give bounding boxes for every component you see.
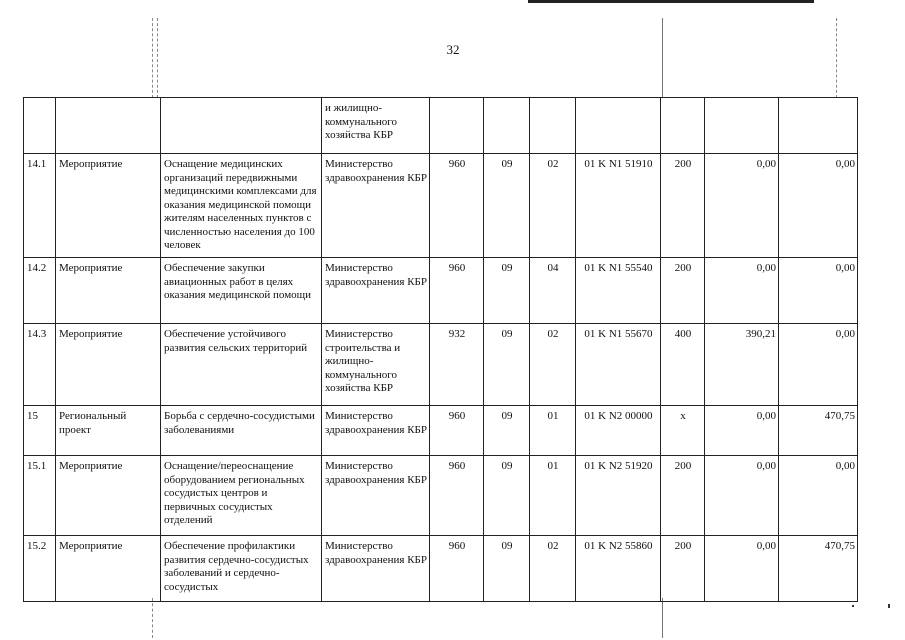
scan-guide-line [662, 598, 663, 638]
row-subsection-code: 02 [530, 324, 576, 406]
row-grbs-code: 960 [430, 406, 484, 456]
row-grbs-code [430, 98, 484, 154]
row-subsection-code [530, 98, 576, 154]
row-grbs-code: 960 [430, 536, 484, 602]
row-type: Мероприятие [56, 536, 161, 602]
row-grbs-code: 960 [430, 154, 484, 258]
row-expense-type: 200 [661, 536, 705, 602]
row-executor: Министерство здравоохранения КБР [322, 258, 430, 324]
row-subsection-code: 01 [530, 406, 576, 456]
row-amount-2: 470,75 [779, 536, 858, 602]
row-amount-1: 0,00 [705, 154, 779, 258]
row-grbs-code: 960 [430, 456, 484, 536]
scan-guide-line [157, 18, 158, 98]
row-number [24, 98, 56, 154]
row-grbs-code: 932 [430, 324, 484, 406]
budget-table [23, 97, 858, 602]
row-executor: Министерство здравоохранения КБР [322, 154, 430, 258]
table-row [24, 406, 858, 456]
row-subsection-code: 04 [530, 258, 576, 324]
scan-guide-line [836, 18, 837, 98]
row-section-code [484, 98, 530, 154]
row-number: 14.2 [24, 258, 56, 324]
table-row [24, 324, 858, 406]
row-type [56, 98, 161, 154]
row-section-code: 09 [484, 456, 530, 536]
table-row [24, 536, 858, 602]
row-type: Региональный проект [56, 406, 161, 456]
row-number: 15.2 [24, 536, 56, 602]
row-target-article: 01 K N2 00000 [576, 406, 661, 456]
row-type: Мероприятие [56, 154, 161, 258]
row-expense-type: 200 [661, 258, 705, 324]
scan-speck [888, 604, 890, 608]
row-amount-1: 390,21 [705, 324, 779, 406]
row-section-code: 09 [484, 536, 530, 602]
row-target-article: 01 K N1 55670 [576, 324, 661, 406]
row-type: Мероприятие [56, 324, 161, 406]
row-name: Оснащение/переоснащение оборудованием региональных сосудистых центров и первичных сосудистых отделений [161, 456, 322, 536]
row-target-article [576, 98, 661, 154]
row-amount-1: 0,00 [705, 536, 779, 602]
row-grbs-code: 960 [430, 258, 484, 324]
row-section-code: 09 [484, 406, 530, 456]
row-name: Обеспечение закупки авиационных работ в целях оказания медицинской помощи [161, 258, 322, 324]
table-row [24, 456, 858, 536]
row-executor: Министерство здравоохранения КБР [322, 406, 430, 456]
row-name: Обеспечение устойчивого развития сельских территорий [161, 324, 322, 406]
row-target-article: 01 K N2 51920 [576, 456, 661, 536]
row-subsection-code: 01 [530, 456, 576, 536]
row-amount-2 [779, 98, 858, 154]
row-amount-1 [705, 98, 779, 154]
row-expense-type [661, 98, 705, 154]
row-amount-2: 0,00 [779, 324, 858, 406]
row-number: 14.1 [24, 154, 56, 258]
scan-guide-line [662, 18, 663, 98]
row-number: 14.3 [24, 324, 56, 406]
row-executor: Министерство здравоохранения КБР [322, 536, 430, 602]
row-amount-1: 0,00 [705, 406, 779, 456]
row-type: Мероприятие [56, 456, 161, 536]
row-subsection-code: 02 [530, 154, 576, 258]
row-expense-type: 200 [661, 456, 705, 536]
row-target-article: 01 K N2 55860 [576, 536, 661, 602]
row-name: Обеспечение профилактики развития сердечно-сосудистых заболеваний и сердечно-сосудистых [161, 536, 322, 602]
row-name: Борьба с сердечно-сосудистыми заболеваниями [161, 406, 322, 456]
table-row [24, 154, 858, 258]
scan-guide-line [152, 598, 153, 638]
row-executor: Министерство здравоохранения КБР [322, 456, 430, 536]
row-section-code: 09 [484, 258, 530, 324]
row-amount-1: 0,00 [705, 258, 779, 324]
row-amount-1: 0,00 [705, 456, 779, 536]
row-expense-type: x [661, 406, 705, 456]
row-amount-2: 470,75 [779, 406, 858, 456]
row-expense-type: 400 [661, 324, 705, 406]
row-name: Оснащение медицинских организаций передвижными медицинскими комплексами для оказания медицинской помощи жителям населенных пунктов с численностью населения до 100 человек [161, 154, 322, 258]
row-section-code: 09 [484, 324, 530, 406]
row-number: 15.1 [24, 456, 56, 536]
row-expense-type: 200 [661, 154, 705, 258]
row-name [161, 98, 322, 154]
page-number: 32 [446, 42, 460, 57]
row-amount-2: 0,00 [779, 258, 858, 324]
table-row [24, 258, 858, 324]
row-subsection-code: 02 [530, 536, 576, 602]
table-row [24, 98, 858, 154]
row-type: Мероприятие [56, 258, 161, 324]
row-target-article: 01 K N1 55540 [576, 258, 661, 324]
row-amount-2: 0,00 [779, 456, 858, 536]
scan-guide-line [152, 18, 153, 98]
scan-speck [852, 605, 854, 607]
row-number: 15 [24, 406, 56, 456]
row-target-article: 01 K N1 51910 [576, 154, 661, 258]
row-section-code: 09 [484, 154, 530, 258]
top-edge-mark [528, 0, 814, 3]
row-executor: и жилищно-коммунального хозяйства КБР [322, 98, 430, 154]
row-executor: Министерство строительства и жилищно-коммунального хозяйства КБР [322, 324, 430, 406]
row-amount-2: 0,00 [779, 154, 858, 258]
